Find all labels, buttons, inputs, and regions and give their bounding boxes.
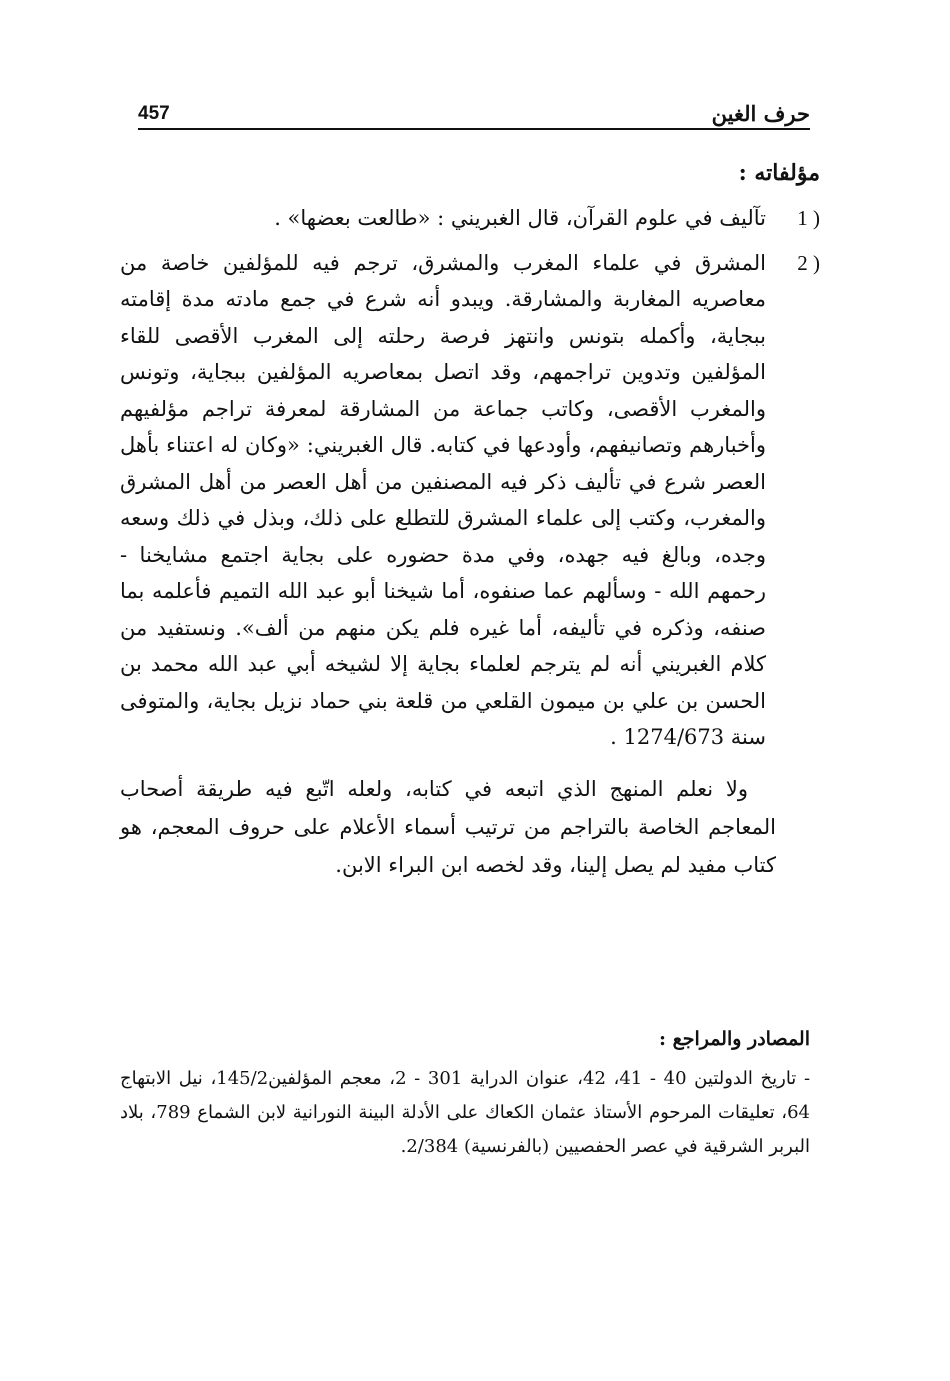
section-title: مؤلفاته : xyxy=(738,160,820,186)
list-item xyxy=(120,245,820,756)
item-text: المشرق في علماء المغرب والمشرق، ترجم فيه للمؤلفين خاصة من معاصريه المغاربة والمشارقة. ويبدو أنه شرع في جمع مادته مدة إقامته ببجاية، وأكمله بتونس وانتهز فرصة رحلته إلى المغرب الأقصى للقاء المؤلفين وتدوين تراجمهم، وقد اتصل بمعاصريه المؤلفين ببجاية، وتونس والمغرب الأقصى، وكاتب جماعة من المشارقة لمعرفة تراجم مؤلفيهم وأخبارهم وتصانيفهم، وأودعها في كتابه. قال الغبريني: «وكان له اعتناء بأهل العصر شرع في تأليف ذكر فيه المصنفين من أهل العصر من أهل المشرق والمغرب، وكتب إلى علماء المشرق للتطلع على ذلك، وبذل في ذلك وسعه وجده، وبالغ فيه جهده، وفي مدة حضوره على بجاية اجتمع مشايخنا - رحمهم الله - وسألهم عما صنفوه، أما شيخنا أبو عبد الله التميم فأعلمه بما صنفه، وذكره في تأليفه، أما غيره فلم يكن منهم من ألف». ونستفيد من كلام الغبريني أنه لم يترجم لعلماء بجاية إلا لشيخه أبي عبد الله محمد بن الحسن بن علي بن ميمون القلعي من قلعة بني حماد نزيل بجاية، والمتوفى سنة 1274/673 . xyxy=(120,250,766,749)
item-text: تآليف في علوم القرآن، قال الغبريني : «طالعت بعضها» . xyxy=(274,206,766,230)
item-number: 1 ) xyxy=(797,206,820,230)
list-item xyxy=(120,200,820,237)
running-title: حرف الغين xyxy=(711,101,810,126)
sources-title: المصادر والمراجع : xyxy=(658,1028,810,1050)
item-number: 2 ) xyxy=(797,250,820,275)
works-section xyxy=(120,160,820,884)
closing-paragraph: ولا نعلم المنهج الذي اتبعه في كتابه، ولعله اتّبع فيه طريقة أصحاب المعاجم الخاصة بالتراجم من ترتيب أسماء الأعلام على حروف المعجم، هو كتاب مفيد لم يصل إلينا، وقد لخصه ابن البراء الابن. xyxy=(120,776,776,877)
page-header xyxy=(138,96,810,130)
sources-text: - تاريخ الدولتين 40 - 41، 42، عنوان الدراية 301 - 2، معجم المؤلفين145/2، نيل الابتهاج 64، تعليقات المرحوم الأستاذ عثمان الكعاك على الأدلة البينة النورانية لابن الشماع 789، بلاد البربر الشرقية في عصر الحفصيين (بالفرنسية) 2/384. xyxy=(120,1068,811,1157)
page-number: 457 xyxy=(138,103,170,124)
sources-section xyxy=(120,1028,810,1164)
